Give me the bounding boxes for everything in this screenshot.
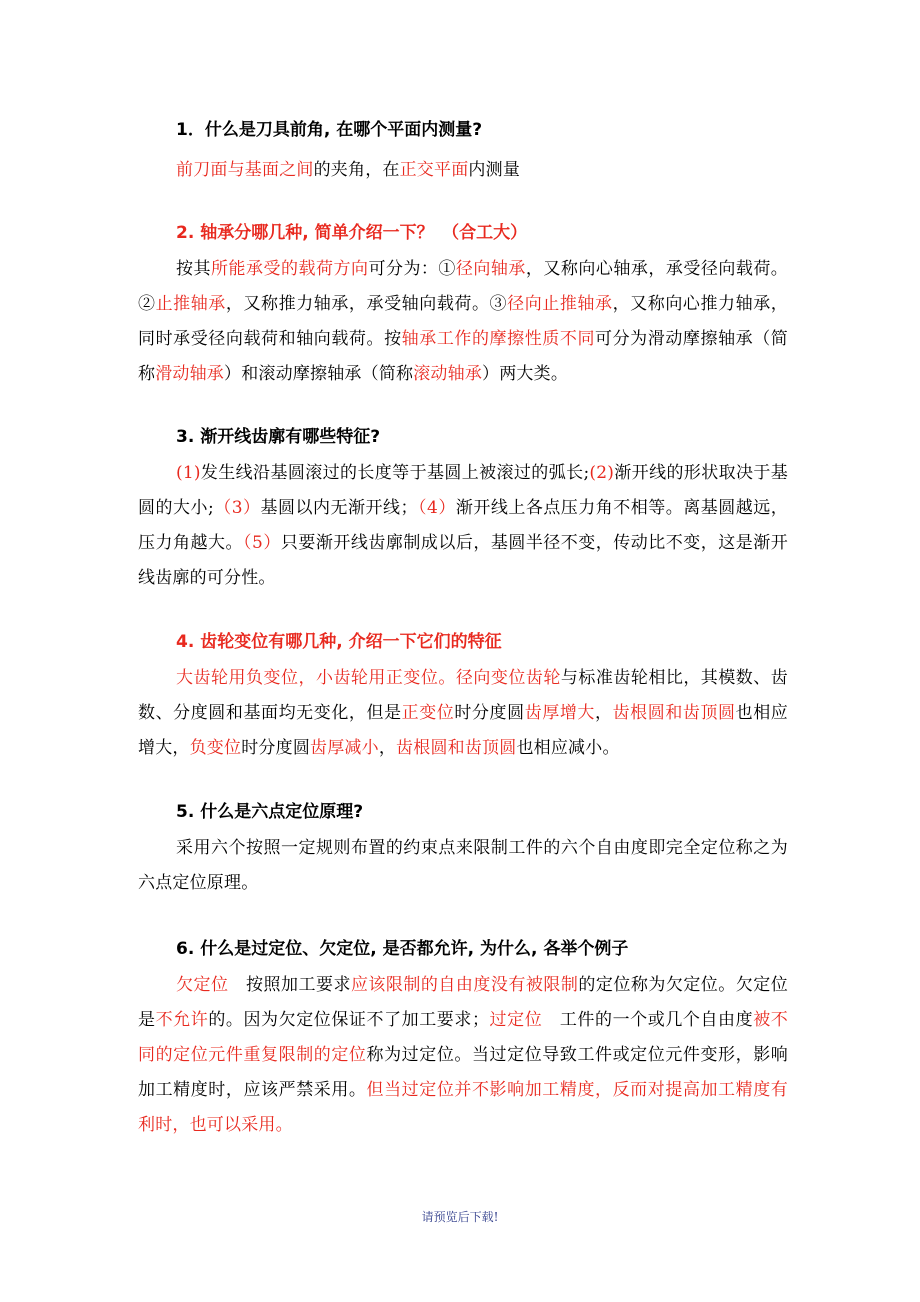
answer-text: 发生线沿基圆滚过的长度等于基圆上被滚过的弧长; (200, 463, 590, 483)
question-3-answer (138, 456, 788, 596)
answer-text: 工件的一个或几个自由度 (542, 1010, 754, 1030)
question-5 (138, 802, 788, 901)
answer-text: 可分为：① (368, 259, 456, 279)
answer-text: 只要渐开线齿廓制成以后，基圆半径不变，传动比不变，这是渐开线齿廓的可分性。 (138, 533, 788, 588)
highlight-text: 径向轴承 (455, 259, 526, 279)
question-2-answer (138, 252, 788, 392)
highlight-text: 止推轴承 (155, 294, 226, 314)
question-1-answer (138, 153, 788, 188)
question-1 (138, 120, 788, 188)
answer-text: 时分度圆 (241, 738, 311, 758)
answer-text: ， (595, 703, 613, 723)
answer-text: 的。因为欠定位保证不了加工要求； (208, 1010, 490, 1030)
highlight-text: 齿厚增大 (524, 703, 596, 723)
question-1-title: 1．什么是刀具前角, 在哪个平面内测量? (176, 120, 483, 140)
question-6-title: 6. 什么是过定位、欠定位, 是否都允许, 为什么, 各举个例子 (176, 939, 629, 959)
highlight-text: 过定位 (489, 1010, 543, 1030)
footer-note: 请预览后下载! (421, 1210, 499, 1224)
answer-text: 时分度圆 (454, 703, 525, 723)
question-5-answer (138, 831, 788, 901)
highlight-text: 齿厚减小 (310, 738, 379, 758)
highlight-text: 滑动轴承 (155, 364, 225, 384)
question-6-answer (138, 968, 788, 1143)
answer-text: 内测量 (468, 160, 521, 180)
highlight-text: 应该限制的自由度没有被限制 (350, 975, 579, 995)
highlight-text: 前刀面与基面之间 (176, 160, 314, 180)
question-4 (138, 632, 788, 766)
highlight-text: 被不同的定位元件重复限制的定位 (138, 1010, 788, 1065)
question-2 (138, 223, 788, 392)
highlight-text: 径向止推轴承 (507, 294, 613, 314)
answer-text: ，又称推力轴承，承受轴向载荷。③ (225, 294, 508, 314)
highlight-text: 正交平面 (399, 160, 469, 180)
highlight-text: （3） (213, 498, 261, 518)
answer-text: 也相应减小。 (516, 738, 620, 758)
answer-text: 的定位称为欠定位。欠定位是 (138, 975, 788, 1030)
answer-text: 采用六个按照一定规则布置的约束点来限制工件的六个自由度即完全定位称之为六点定位原理。 (138, 838, 788, 893)
highlight-text: 不允许 (155, 1010, 209, 1030)
answer-text: 基圆以内无渐开线； (260, 498, 418, 518)
highlight-text: 轴承工作的摩擦性质不同 (401, 329, 596, 349)
highlight-text: (2) (589, 463, 615, 483)
answer-text: 称为过定位。当过定位导致工件或定位元件变形，影响加工精度时，应该严禁采用。 (138, 1045, 788, 1100)
answer-text: 渐开线的形状取决于基圆的大小; (138, 463, 789, 518)
highlight-text: 大齿轮用负变位，小齿轮用正变位。径向变位齿轮 (176, 668, 561, 688)
answer-text: ）和滚动摩擦轴承（简称 (224, 364, 414, 384)
answer-text: 也相应增大， (138, 703, 788, 758)
question-2-title: 2. 轴承分哪几种, 简单介绍一下？ （合工大） (176, 223, 528, 243)
highlight-text: 滚动轴承 (413, 364, 483, 384)
question-5-title: 5. 什么是六点定位原理? (176, 802, 364, 822)
question-3 (138, 427, 788, 596)
answer-text: 与标准齿轮相比，其模数、齿数、分度圆和基面均无变化，但是 (138, 668, 788, 723)
answer-text: 按照加工要求 (228, 975, 351, 995)
answer-text: ，又称向心推力轴承，同时承受径向载荷和轴向载荷。按 (138, 294, 788, 349)
answer-text: ）两大类。 (482, 364, 569, 384)
question-6 (138, 939, 788, 1143)
question-3-title: 3. 渐开线齿廓有哪些特征? (176, 427, 381, 447)
answer-text: ， (378, 738, 397, 758)
question-4-answer (138, 661, 788, 766)
highlight-text: 正变位 (401, 703, 455, 723)
highlight-text: 所能承受的载荷方向 (211, 259, 369, 279)
highlight-text: 负变位 (189, 738, 242, 758)
highlight-text: 齿根圆和齿顶圆 (612, 703, 736, 723)
answer-text: 渐开线上各点压力角不相等。离基圆越远，压力角越大。 (138, 498, 788, 553)
highlight-text: （5） (243, 533, 281, 553)
highlight-text: 欠定位 (176, 975, 229, 995)
highlight-text: 但当过定位并不影响加工精度，反而对提高加工精度有利时，也可以采用。 (138, 1080, 788, 1135)
highlight-text: (1) (176, 463, 201, 483)
answer-text: 按其 (176, 259, 211, 279)
answer-text: 的夹角，在 (313, 160, 400, 180)
question-4-title: 4. 齿轮变位有哪几种, 介绍一下它们的特征 (176, 632, 502, 652)
highlight-text: 齿根圆和齿顶圆 (396, 738, 517, 758)
highlight-text: （4） (417, 498, 456, 518)
answer-text: 可分为滑动摩擦轴承（简称 (138, 329, 789, 384)
answer-text: ，又称向心轴承，承受径向载荷。② (138, 259, 789, 314)
